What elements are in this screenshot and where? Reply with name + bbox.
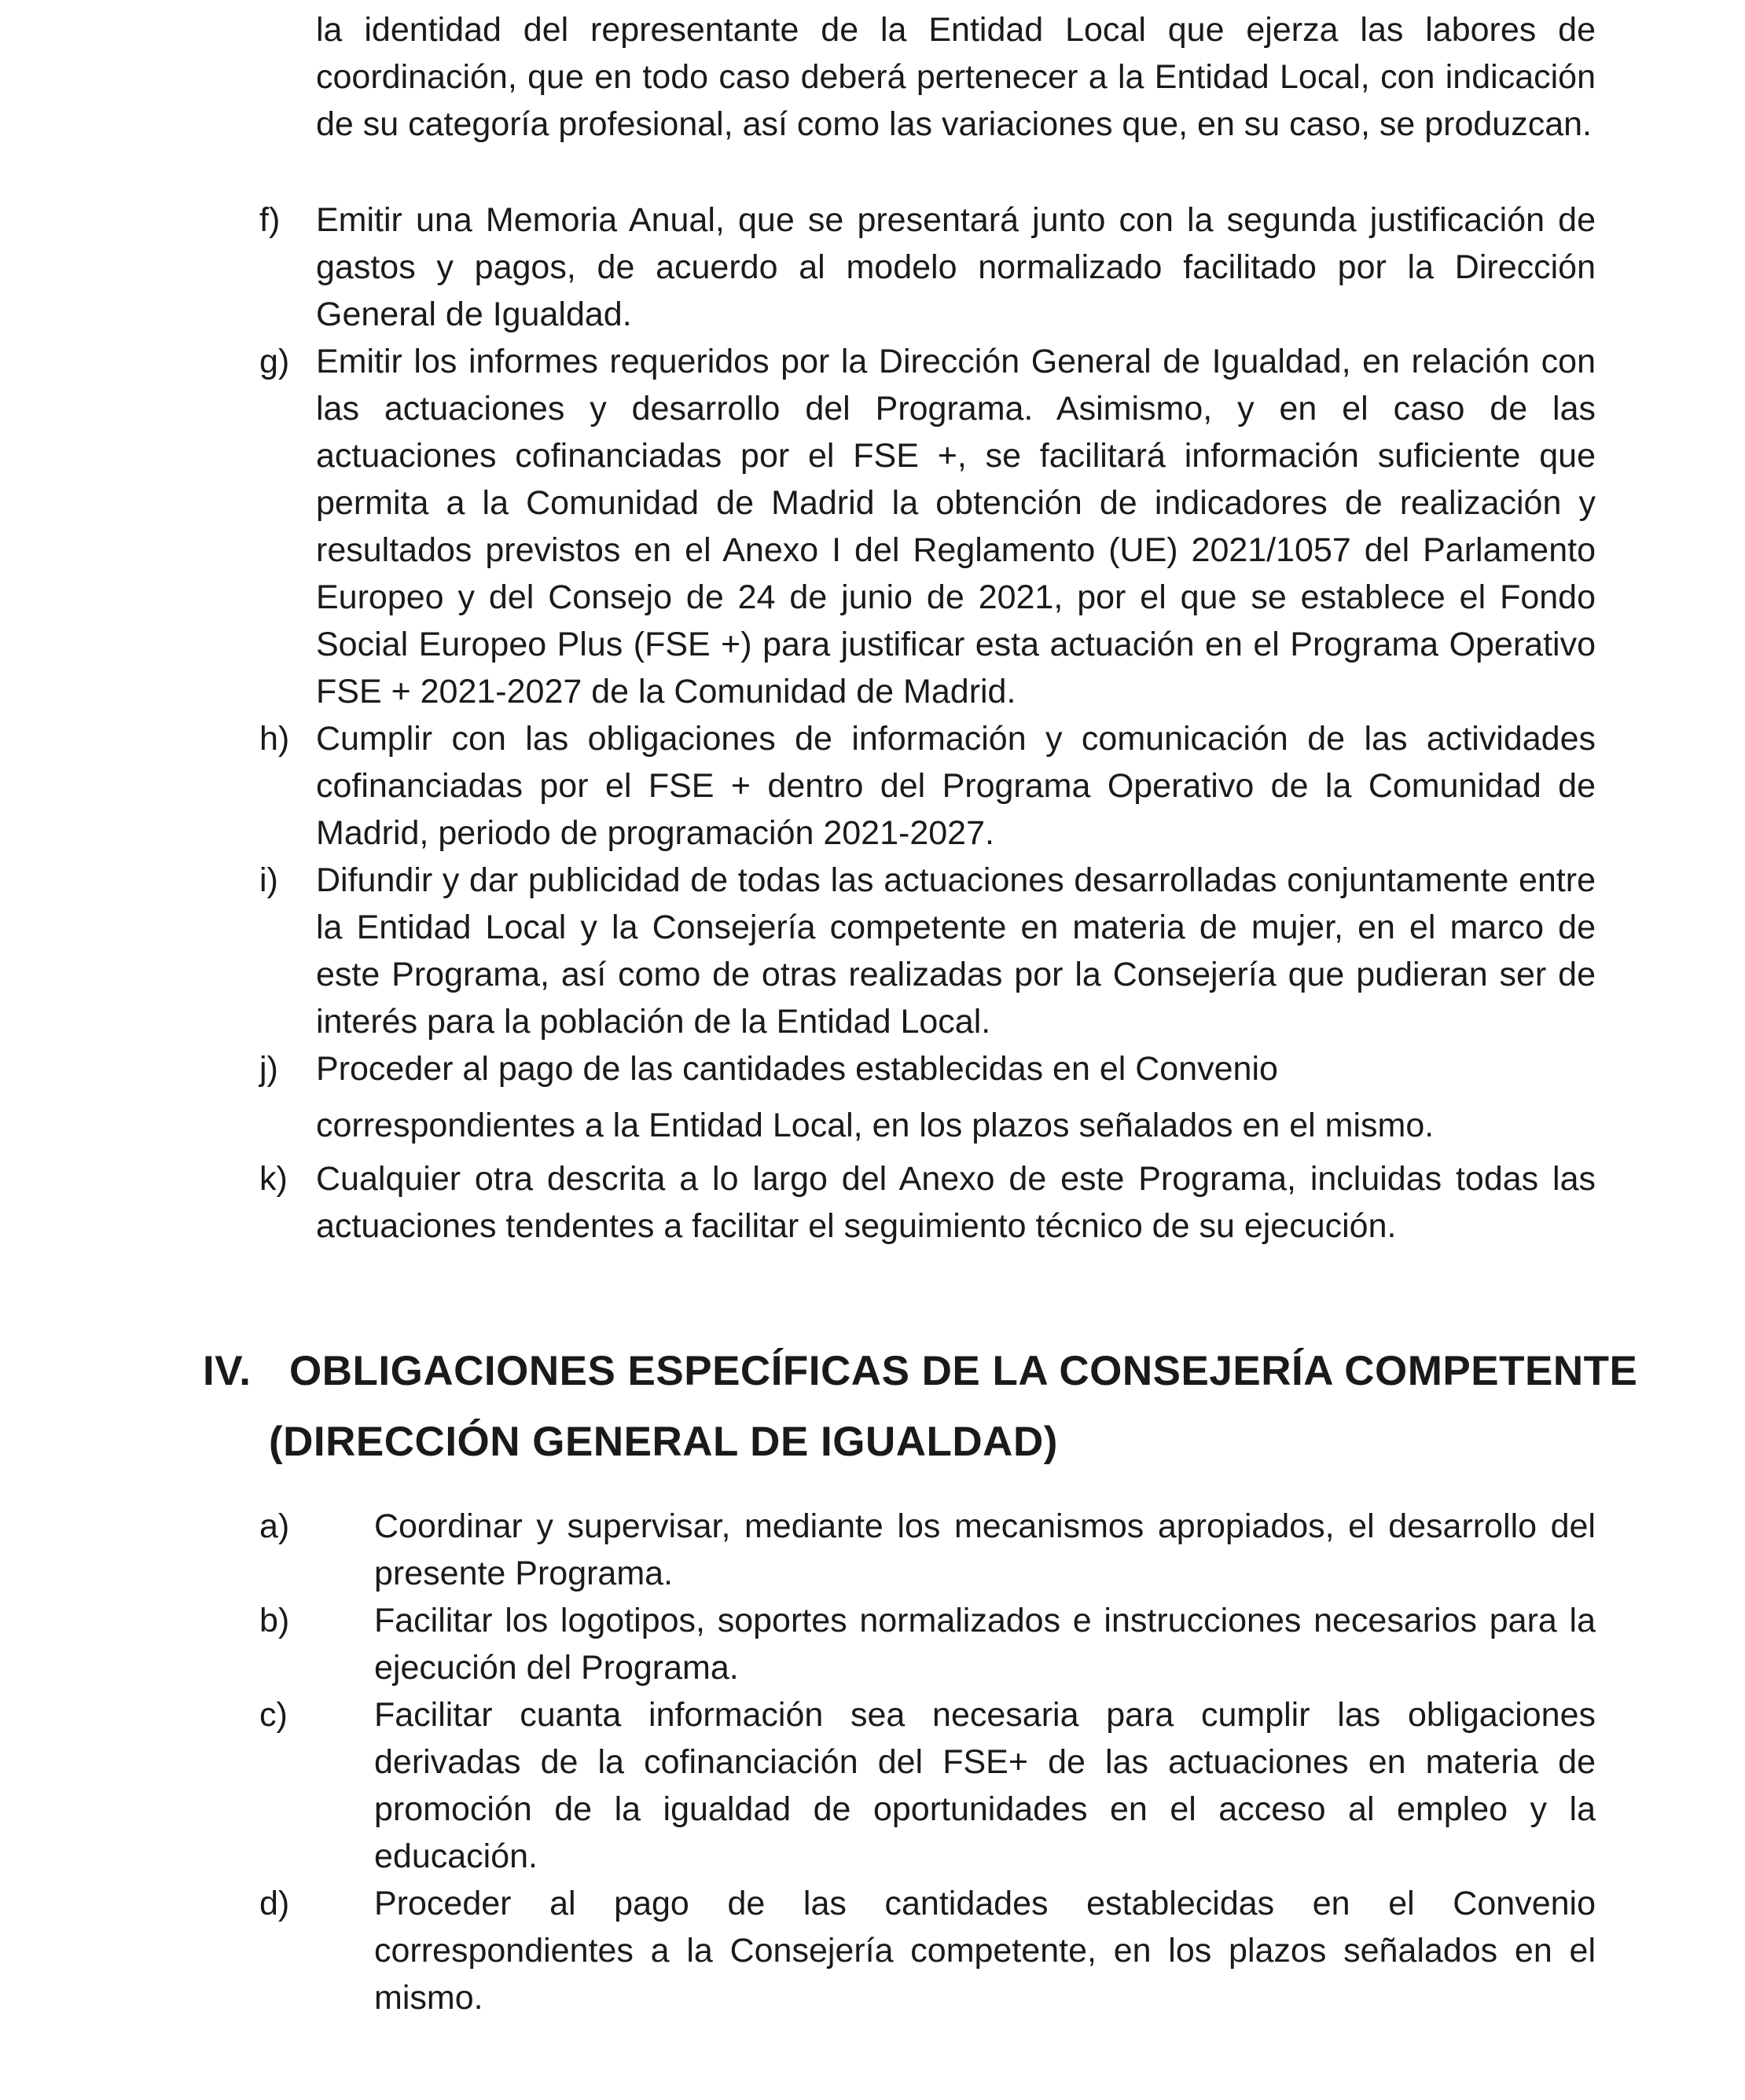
item-text: Proceder al pago de las cantidades establecidas en el Convenio correspondientes a la Consejería competente, en los plazos señalados en el mismo. <box>374 1885 1596 2017</box>
item-text: Facilitar los logotipos, soportes normalizados e instrucciones necesarios para la ejecución del Programa. <box>374 1602 1596 1687</box>
item-marker: d) <box>259 1885 290 1922</box>
section-title-line1: OBLIGACIONES ESPECÍFICAS DE LA CONSEJERÍA COMPETENTE <box>289 1348 1638 1394</box>
item-text-line2: correspondientes a la Entidad Local, en los plazos señalados en el mismo. <box>316 1107 1435 1144</box>
item-marker: b) <box>259 1602 290 1639</box>
item-text: Facilitar cuanta información sea necesaria para cumplir las obligaciones derivadas de la cofinanciación del FSE+ de las actuaciones en materia de promoción de la igualdad de oportunidades en el acceso al empleo y la educación. <box>374 1696 1596 1875</box>
item-text: Emitir una Memoria Anual, que se presentará junto con la segunda justificación de gastos y pagos, de acuerdo al modelo normalizado facilitado por la Dirección General de Igualdad. <box>316 201 1596 333</box>
item-marker: f) <box>259 201 281 239</box>
item-marker: h) <box>259 720 290 758</box>
item-marker: c) <box>259 1696 288 1734</box>
item-marker: g) <box>259 343 290 380</box>
item-marker: i) <box>259 861 278 899</box>
item-text: Cualquier otra descrita a lo largo del Anexo de este Programa, incluidas todas las actuaciones tendentes a facilitar el seguimiento técnico de su ejecución. <box>316 1160 1596 1245</box>
item-text: Coordinar y supervisar, mediante los mecanismos apropiados, el desarrollo del presente Programa. <box>374 1507 1596 1592</box>
item-marker: k) <box>259 1160 288 1198</box>
item-text: Difundir y dar publicidad de todas las actuaciones desarrolladas conjuntamente entre la Entidad Local y la Consejería competente en materia de mujer, en el marco de este Programa, así como de otras realizadas por la Consejería que pudieran ser de interés para la población de la Entidad Local. <box>316 861 1596 1041</box>
item-text: Cumplir con las obligaciones de información y comunicación de las actividades cofinanciadas por el FSE + dentro del Programa Operativo de la Comunidad de Madrid, periodo de programación 2021-2027. <box>316 720 1596 852</box>
item-text: Emitir los informes requeridos por la Dirección General de Igualdad, en relación con las actuaciones y desarrollo del Programa. Asimismo, y en el caso de las actuaciones cofinanciadas por el FSE +, se facilitará información suficiente que permita a la Comunidad de Madrid la obtención de indicadores de realización y resultados previstos en el Anexo I del Reglamento (UE) 2021/1057 del Parlamento Europeo y del Consejo de 24 de junio de 2021, por el que se establece el Fondo Social Europeo Plus (FSE +) para justificar esta actuación en el Programa Operativo FSE + 2021-2027 de la Comunidad de Madrid. <box>316 343 1596 710</box>
item-text-line1: Proceder al pago de las cantidades establecidas en el Convenio <box>316 1050 1278 1088</box>
section-number: IV. <box>203 1348 252 1394</box>
continuation-paragraph: la identidad del representante de la Entidad Local que ejerza las labores de coordinación, que en todo caso deberá pertenecer a la Entidad Local, con indicación de su categoría profesional, así como las variaciones que, en su caso, se produzcan. <box>316 11 1596 143</box>
item-marker: a) <box>259 1507 290 1545</box>
section-title-line2: (DIRECCIÓN GENERAL DE IGUALDAD) <box>269 1419 1058 1465</box>
item-marker: j) <box>259 1050 278 1088</box>
